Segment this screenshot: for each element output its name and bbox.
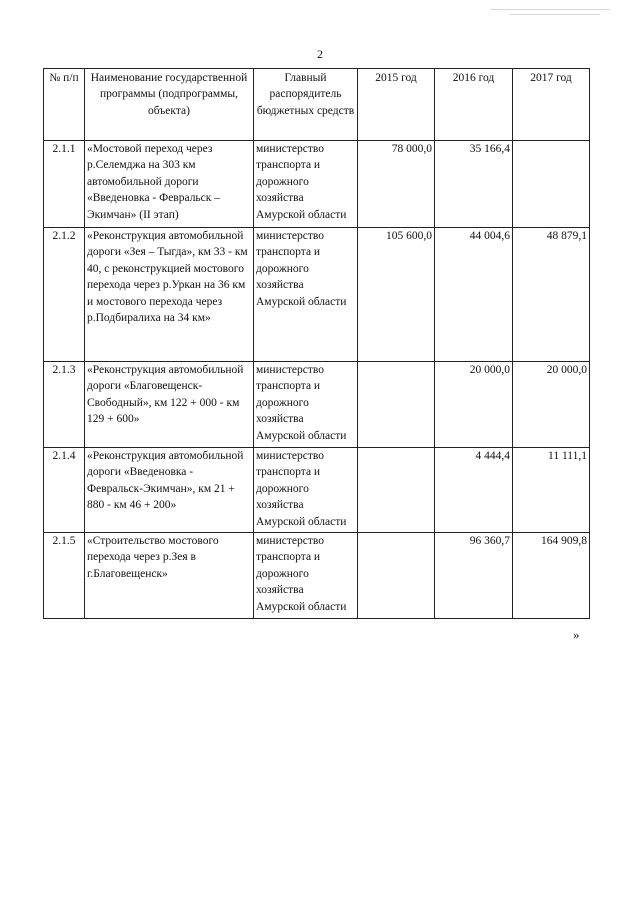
row-org: министерство транспорта и дорожного хозяйства Амурской области [254, 228, 358, 362]
row-number: 2.1.2 [44, 228, 85, 362]
row-value-2015 [358, 362, 435, 448]
row-name: «Мостовой переход через р.Селемджа на 303 км автомобильной дороги «Введеновка - Февральск – Экимчан» (II этап) [85, 141, 254, 228]
row-value-2015 [358, 533, 435, 619]
row-value-2017: 164 909,8 [513, 533, 590, 619]
table-row [44, 228, 590, 362]
table-row [44, 141, 590, 228]
row-value-2016: 44 004,6 [435, 228, 513, 362]
row-value-2015: 78 000,0 [358, 141, 435, 228]
row-number: 2.1.3 [44, 362, 85, 448]
table-row [44, 448, 590, 533]
row-number: 2.1.5 [44, 533, 85, 619]
header-num: № п/п [44, 69, 85, 141]
header-2016: 2016 год [435, 69, 513, 141]
row-value-2016: 20 000,0 [435, 362, 513, 448]
row-org: министерство транспорта и дорожного хозяйства Амурской области [254, 533, 358, 619]
budget-table [43, 68, 590, 619]
row-name: «Строительство мостового перехода через р.Зея в г.Благовещенск» [85, 533, 254, 619]
row-value-2017 [513, 141, 590, 228]
row-value-2016: 4 444,4 [435, 448, 513, 533]
row-name: «Реконструкция автомобильной дороги «Благовещенск-Свободный», км 122 + 000 - км 129 + 600» [85, 362, 254, 448]
table-row [44, 362, 590, 448]
page-number: 2 [317, 47, 323, 61]
row-name: «Реконструкция автомобильной дороги «Зея – Тыгда», км 33 - км 40, с реконструкцией мостового перехода через р.Уркан на 36 км и мостового перехода через р.Подбиралиха на 34 км» [85, 228, 254, 362]
row-org: министерство транспорта и дорожного хозяйства Амурской области [254, 362, 358, 448]
header-name: Наименование государственной программы (подпрограммы, объекта) [85, 69, 254, 141]
scan-artifact-line [490, 9, 610, 10]
header-2017: 2017 год [513, 69, 590, 141]
row-value-2016: 96 360,7 [435, 533, 513, 619]
scan-artifact-line [510, 14, 600, 15]
row-name: «Реконструкция автомобильной дороги «Введеновка - Февральск-Экимчан», км 21 + 880 - км 46 + 200» [85, 448, 254, 533]
row-number: 2.1.4 [44, 448, 85, 533]
row-org: министерство транспорта и дорожного хозяйства Амурской области [254, 141, 358, 228]
header-2015: 2015 год [358, 69, 435, 141]
header-org: Главный распорядитель бюджетных средств [254, 69, 358, 141]
row-value-2015: 105 600,0 [358, 228, 435, 362]
row-value-2017: 48 879,1 [513, 228, 590, 362]
row-org: министерство транспорта и дорожного хозяйства Амурской области [254, 448, 358, 533]
table-header-row [44, 69, 590, 141]
row-value-2017: 11 111,1 [513, 448, 590, 533]
row-value-2015 [358, 448, 435, 533]
row-number: 2.1.1 [44, 141, 85, 228]
row-value-2016: 35 166,4 [435, 141, 513, 228]
row-value-2017: 20 000,0 [513, 362, 590, 448]
table-row [44, 533, 590, 619]
closing-quote: » [573, 627, 580, 642]
